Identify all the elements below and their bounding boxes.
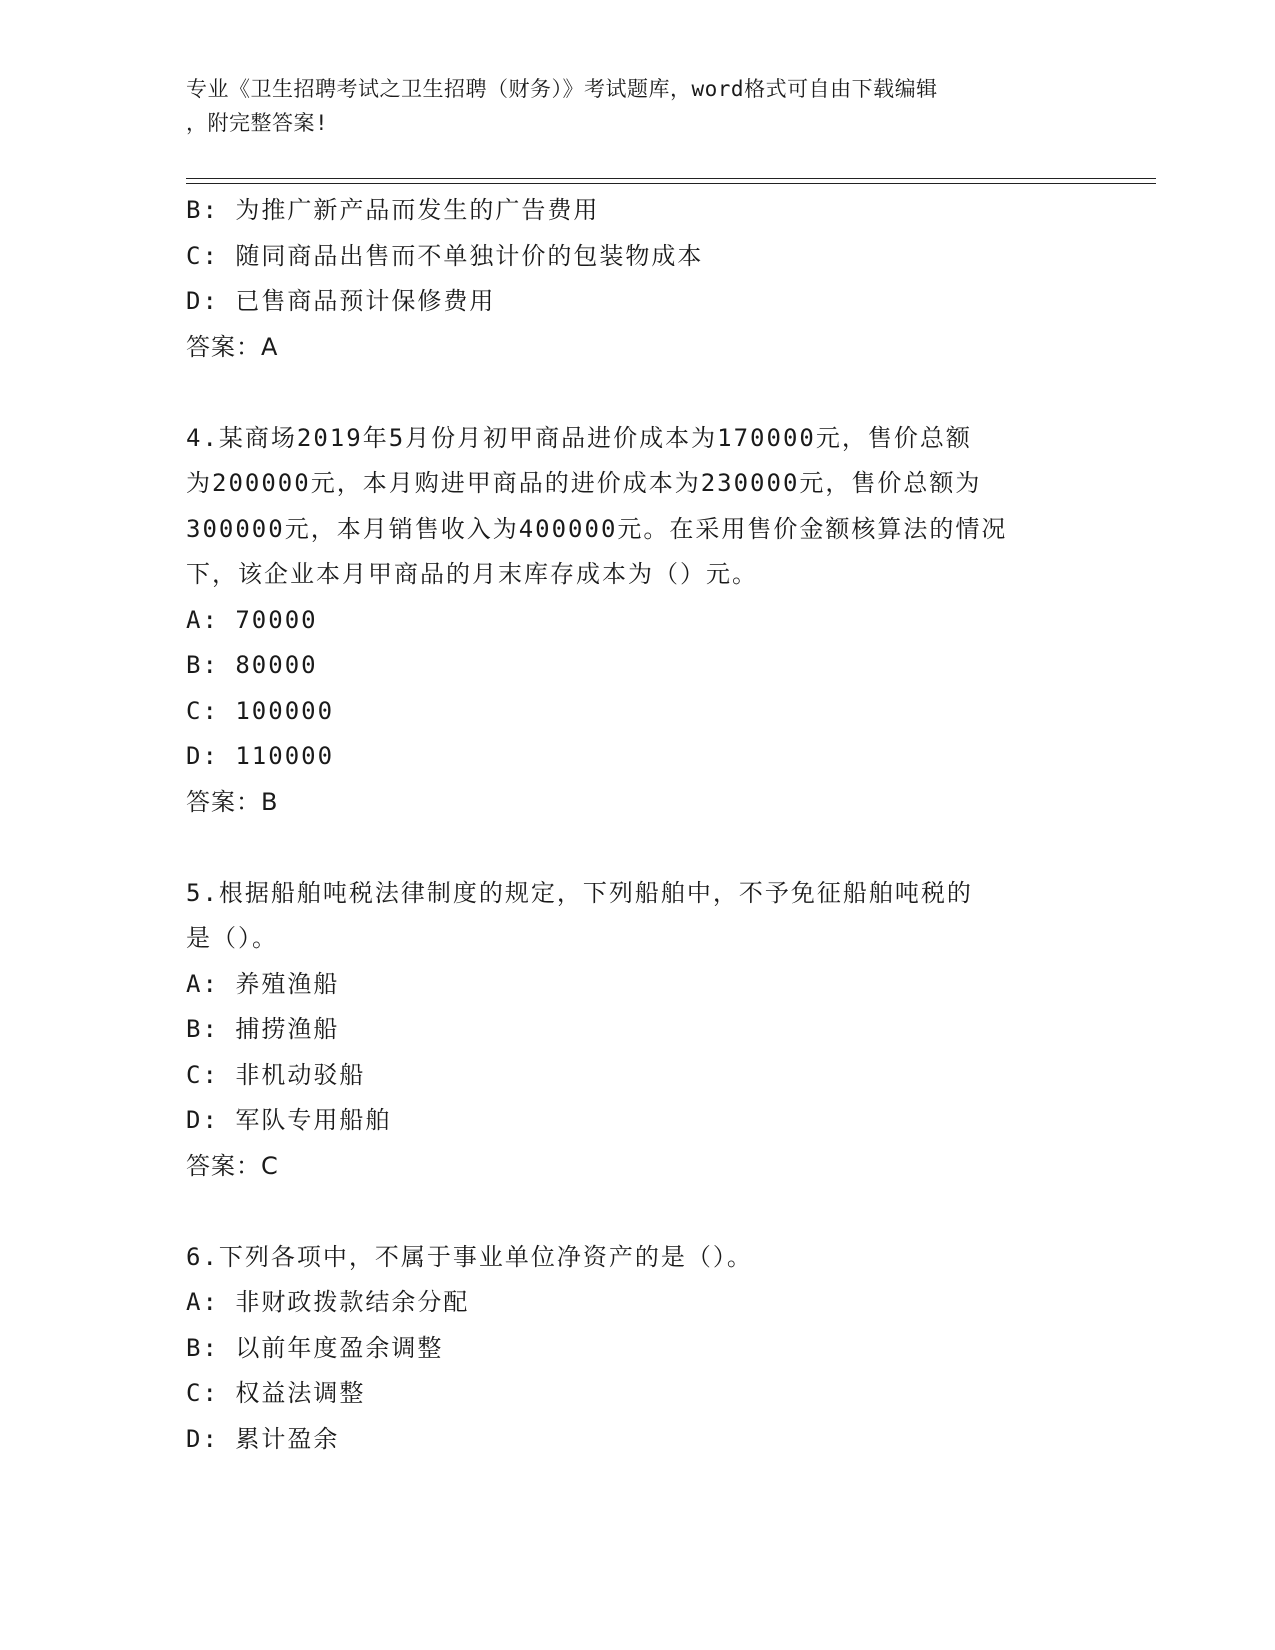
option-d: D: 累计盈余 — [186, 1424, 340, 1453]
spacer — [186, 1189, 1086, 1235]
question-stem-line: 为200000元，本月购进甲商品的进价成本为230000元，售价总额为 — [186, 469, 982, 497]
question-stem-line: 是（）。 — [186, 924, 278, 952]
option-b: B: 为推广新产品而发生的广告费用 — [186, 196, 600, 224]
option-a: A: 非财政拨款结余分配 — [186, 1288, 470, 1316]
option-b: B: 80000 — [186, 651, 318, 679]
header-divider-bottom — [186, 183, 1156, 184]
question-5 — [186, 871, 1086, 1190]
question-stem-line: 4.某商场2019年5月份月初甲商品进价成本为170000元，售价总额 — [186, 423, 972, 452]
question-stem-line: 300000元，本月销售收入为400000元。在采用售价金额核算法的情况 — [186, 514, 1008, 543]
question-4 — [186, 416, 1086, 826]
option-d: D: 军队专用船舶 — [186, 1106, 392, 1134]
answer-label: 答案：A — [186, 332, 279, 361]
question-content — [186, 188, 1086, 1462]
option-c: C: 随同商品出售而不单独计价的包装物成本 — [186, 241, 704, 270]
answer-label: 答案：C — [186, 1151, 279, 1180]
option-b: B: 捕捞渔船 — [186, 1015, 340, 1043]
document-header — [186, 72, 1086, 140]
option-b: B: 以前年度盈余调整 — [186, 1333, 444, 1362]
spacer — [186, 825, 1086, 871]
question-stem-line: 5.根据船舶吨税法律制度的规定，下列船舶中，不予免征船舶吨税的 — [186, 878, 973, 907]
question-stem-line: 6.下列各项中，不属于事业单位净资产的是（）。 — [186, 1242, 753, 1271]
question-3-tail — [186, 188, 1086, 370]
spacer — [186, 370, 1086, 416]
option-c: C: 非机动驳船 — [186, 1060, 366, 1089]
option-d: D: 已售商品预计保修费用 — [186, 287, 496, 315]
option-a: A: 养殖渔船 — [186, 969, 340, 998]
option-d: D: 110000 — [186, 742, 335, 770]
option-c: C: 100000 — [186, 696, 335, 725]
question-6 — [186, 1235, 1086, 1463]
option-a: A: 70000 — [186, 605, 318, 634]
header-line-2: ，附完整答案! — [186, 111, 329, 135]
answer-label: 答案：B — [186, 787, 279, 816]
header-divider-top — [186, 178, 1156, 179]
question-stem-line: 下，该企业本月甲商品的月末库存成本为（）元。 — [186, 560, 758, 588]
option-c: C: 权益法调整 — [186, 1379, 366, 1407]
header-line-1: 专业《卫生招聘考试之卫生招聘（财务）》考试题库，word格式可自由下载编辑 — [186, 77, 938, 101]
